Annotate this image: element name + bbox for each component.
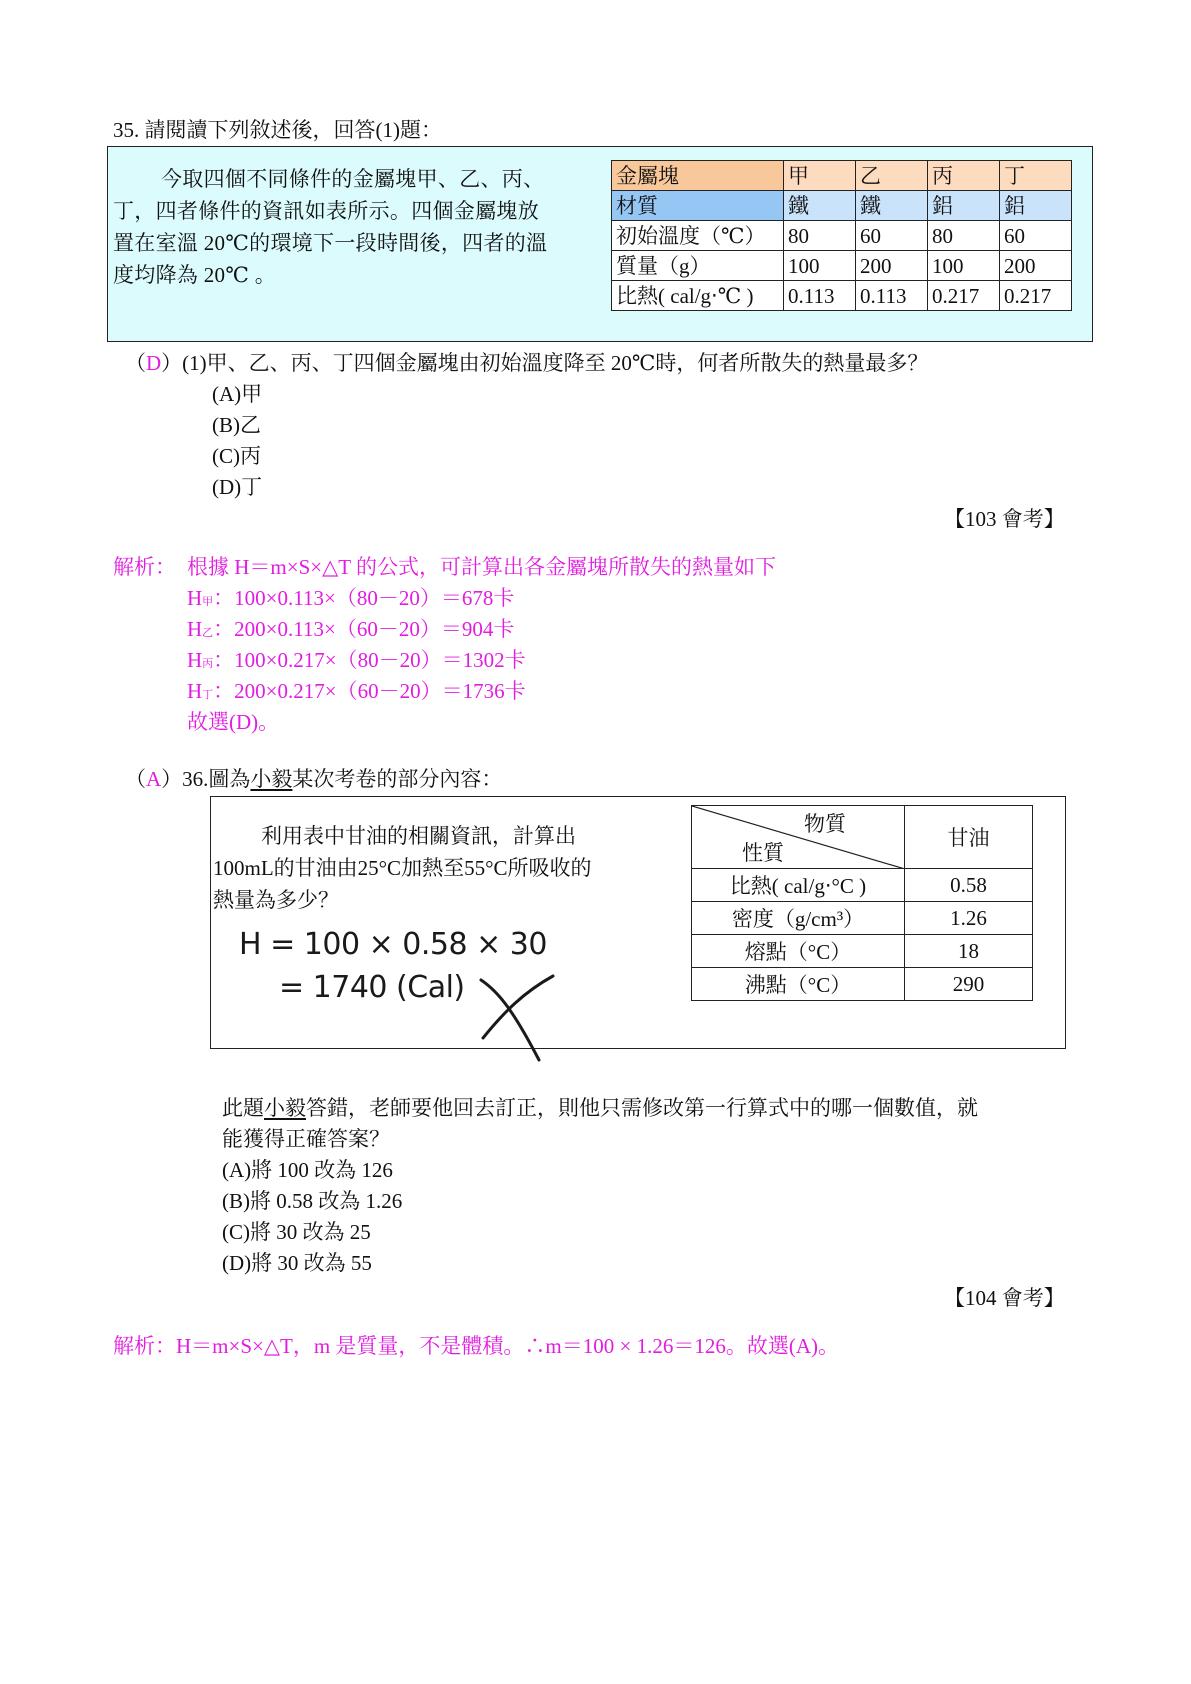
table-cell: 100 — [928, 251, 1000, 281]
q35-passage-box — [107, 146, 1093, 342]
q35-sub1-question — [125, 347, 928, 377]
table-cell: 0.113 — [856, 281, 928, 311]
title-text: 某次考卷的部分內容： — [292, 767, 503, 791]
table-cell: 200 — [1000, 251, 1072, 281]
calc-line: H乙：200×0.113×（60－20）＝904卡 — [187, 617, 515, 641]
table-cell: 密度（g/cm³） — [692, 902, 905, 935]
q35-conclusion: 故選(D)。 — [187, 710, 280, 734]
table-header-cell: 金屬塊 — [612, 161, 784, 191]
handwritten-line-1: H = 100 × 0.58 × 30 — [239, 927, 547, 962]
source-tag: 【104 會考】 — [944, 1286, 1065, 1310]
table-cell: 鋁 — [1000, 191, 1072, 221]
table-cell: 0.58 — [905, 869, 1033, 902]
table-row — [612, 281, 1072, 311]
q36-title — [125, 763, 502, 793]
header-property: 性質 — [742, 841, 784, 865]
exam-question — [213, 820, 665, 916]
glycerin-table — [691, 805, 1033, 1001]
option-b: (B)將 0.58 改為 1.26 — [222, 1189, 403, 1213]
table-cell: 290 — [905, 968, 1033, 1001]
option-b: (B)乙 — [212, 413, 261, 437]
table-row — [692, 869, 1033, 902]
table-cell: 鐵 — [784, 191, 856, 221]
table-header-cell: 甲 — [784, 161, 856, 191]
table-row — [612, 251, 1072, 281]
table-cell: 熔點（°C） — [692, 935, 905, 968]
answer-paren: （ — [125, 767, 146, 791]
option-a: (A)甲 — [212, 382, 263, 406]
option-c: (C)丙 — [212, 444, 261, 468]
header-substance: 物質 — [804, 812, 846, 836]
table-row — [692, 902, 1033, 935]
q36-question-line-1 — [222, 1093, 978, 1124]
exam-line: 熱量為多少？ — [213, 888, 339, 912]
body-text: 答錯，老師要他回去訂正，則他只需修改第一行算式中的哪一個數值，就 — [306, 1096, 978, 1120]
table-cell: 60 — [1000, 221, 1072, 251]
table-row — [612, 221, 1072, 251]
q36-analysis: 解析：H＝m×S×△T，m 是質量，不是體積。∴m＝100 × 1.26＝126。故選(A)。 — [113, 1334, 840, 1358]
exam-line: 100mL的甘油由25°C加熱至55°C所吸收的 — [213, 856, 592, 880]
table-cell: 質量（g） — [612, 251, 784, 281]
table-cell: 200 — [856, 251, 928, 281]
table-cell: 18 — [905, 935, 1033, 968]
q35-analysis-intro: 根據 H＝m×S×△T 的公式，可計算出各金屬塊所散失的熱量如下 — [187, 555, 776, 579]
metal-block-table — [611, 160, 1072, 311]
option-d: (D)將 30 改為 55 — [222, 1251, 372, 1275]
table-cell: 60 — [856, 221, 928, 251]
table-cell: 100 — [784, 251, 856, 281]
q35-title: 35. 請閱讀下列敘述後，回答(1)題： — [113, 118, 442, 142]
exam-line: 利用表中甘油的相關資訊，計算出 — [261, 824, 576, 848]
diagonal-line — [692, 806, 905, 869]
table-row — [612, 191, 1072, 221]
wrong-x-icon — [479, 962, 559, 1062]
title-text: 36.圖為 — [182, 767, 251, 791]
table-row — [692, 968, 1033, 1001]
q36-question-line-2: 能獲得正確答案？ — [222, 1127, 390, 1151]
table-cell: 0.113 — [784, 281, 856, 311]
exam-excerpt-box — [210, 796, 1066, 1049]
table-cell: 0.217 — [928, 281, 1000, 311]
passage-line: 今取四個不同條件的金屬塊甲、乙、丙、 — [161, 167, 545, 191]
student-name: 小毅 — [264, 1096, 306, 1120]
table-cell: 比熱( cal/g‧°C ) — [692, 869, 905, 902]
passage-line: 丁，四者條件的資訊如表所示。四個金屬塊放 — [113, 199, 539, 223]
table-row — [692, 806, 1033, 869]
q35-passage — [113, 163, 601, 291]
table-row — [612, 161, 1072, 191]
header-glycerin: 甘油 — [905, 806, 1033, 869]
table-cell: 80 — [784, 221, 856, 251]
table-cell: 沸點（°C） — [692, 968, 905, 1001]
student-name: 小毅 — [250, 767, 293, 791]
table-cell: 鋁 — [928, 191, 1000, 221]
option-d: (D)丁 — [212, 475, 263, 499]
option-a: (A)將 100 改為 126 — [222, 1158, 393, 1182]
table-cell: 0.217 — [1000, 281, 1072, 311]
passage-line: 置在室溫 20℃的環境下一段時間後，四者的溫 — [113, 231, 548, 255]
answer-paren: ） — [161, 767, 183, 791]
table-cell: 鐵 — [856, 191, 928, 221]
source-tag: 【103 會考】 — [944, 507, 1065, 531]
body-text: 此題 — [222, 1096, 264, 1120]
option-c: (C)將 30 改為 25 — [222, 1220, 371, 1244]
handwritten-line-2: = 1740 (Cal) — [279, 970, 465, 1005]
passage-line: 度均降為 20℃ 。 — [113, 263, 276, 287]
answer-letter: D — [146, 351, 162, 375]
answer-letter: A — [146, 767, 162, 791]
calc-line: H甲：100×0.113×（80－20）＝678卡 — [187, 586, 515, 610]
table-header-cell: 乙 — [856, 161, 928, 191]
table-cell: 材質 — [612, 191, 784, 221]
table-row — [692, 935, 1033, 968]
table-cell: 比熱( cal/g‧℃ ) — [612, 281, 784, 311]
calc-line: H丙：100×0.217×（80－20）＝1302卡 — [187, 648, 526, 672]
table-header-cell: 丙 — [928, 161, 1000, 191]
diagonal-header-cell — [692, 806, 905, 869]
answer-paren: ） — [161, 351, 183, 375]
answer-paren: （ — [125, 351, 146, 375]
q35-analysis-label: 解析： — [113, 555, 176, 579]
table-cell: 初始溫度（℃） — [612, 221, 784, 251]
table-header-cell: 丁 — [1000, 161, 1072, 191]
question-text: (1)甲、乙、丙、丁四個金屬塊由初始溫度降至 20℃時，何者所散失的熱量最多？ — [182, 351, 929, 375]
calc-line: H丁：200×0.217×（60－20）＝1736卡 — [187, 679, 526, 703]
table-cell: 80 — [928, 221, 1000, 251]
table-cell: 1.26 — [905, 902, 1033, 935]
